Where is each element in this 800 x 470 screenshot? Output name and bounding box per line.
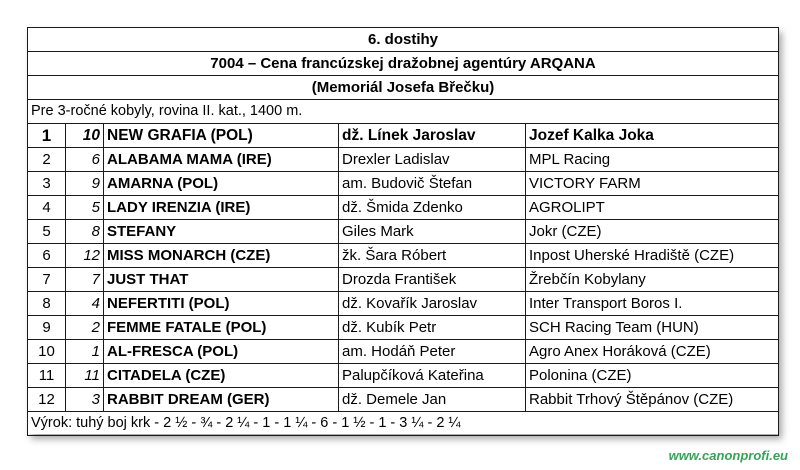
result-row bbox=[28, 388, 779, 412]
placing: 1 bbox=[28, 124, 66, 148]
jockey-name: dž. Kovařík Jaroslav bbox=[339, 292, 526, 316]
race-number-row bbox=[28, 28, 779, 52]
horse-name: CITADELA (CZE) bbox=[104, 364, 339, 388]
horse-number: 9 bbox=[66, 172, 104, 196]
jockey-name: Palupčíková Kateřina bbox=[339, 364, 526, 388]
jockey-name: dž. Šmida Zdenko bbox=[339, 196, 526, 220]
placing: 11 bbox=[28, 364, 66, 388]
owner-name: Jokr (CZE) bbox=[526, 220, 779, 244]
horse-name: MISS MONARCH (CZE) bbox=[104, 244, 339, 268]
horse-name: LADY IRENZIA (IRE) bbox=[104, 196, 339, 220]
jockey-name: Drexler Ladislav bbox=[339, 148, 526, 172]
result-row bbox=[28, 124, 779, 148]
jockey-name: dž. Kubík Petr bbox=[339, 316, 526, 340]
owner-name: Inter Transport Boros I. bbox=[526, 292, 779, 316]
jockey-name: Drozda František bbox=[339, 268, 526, 292]
memorial-row bbox=[28, 76, 779, 100]
result-row bbox=[28, 268, 779, 292]
owner-name: Polonina (CZE) bbox=[526, 364, 779, 388]
horse-name: RABBIT DREAM (GER) bbox=[104, 388, 339, 412]
result-row bbox=[28, 244, 779, 268]
owner-name: Jozef Kalka Joka bbox=[526, 124, 779, 148]
placing: 4 bbox=[28, 196, 66, 220]
placing: 3 bbox=[28, 172, 66, 196]
horse-name: STEFANY bbox=[104, 220, 339, 244]
horse-name: NEFERTITI (POL) bbox=[104, 292, 339, 316]
horse-number: 3 bbox=[66, 388, 104, 412]
race-title-row bbox=[28, 52, 779, 76]
owner-name: Žrebčín Kobylany bbox=[526, 268, 779, 292]
placing: 9 bbox=[28, 316, 66, 340]
horse-number: 1 bbox=[66, 340, 104, 364]
placing: 6 bbox=[28, 244, 66, 268]
footer-row bbox=[28, 412, 779, 436]
race-conditions: Pre 3-ročné kobyly, rovina II. kat., 1400 m. bbox=[28, 100, 779, 124]
owner-name: VICTORY FARM bbox=[526, 172, 779, 196]
horse-name: JUST THAT bbox=[104, 268, 339, 292]
result-row bbox=[28, 316, 779, 340]
horse-number: 11 bbox=[66, 364, 104, 388]
winning-margins: Výrok: tuhý boj krk - 2 ½ - ¾ - 2 ¼ - 1 - 1 ¼ - 6 - 1 ½ - 1 - 3 ¼ - 2 ¼ bbox=[28, 412, 779, 436]
horse-number: 12 bbox=[66, 244, 104, 268]
horse-number: 6 bbox=[66, 148, 104, 172]
jockey-name: žk. Šara Róbert bbox=[339, 244, 526, 268]
horse-number: 7 bbox=[66, 268, 104, 292]
race-title: 7004 – Cena francúzskej dražobnej agentúry ARQANA bbox=[28, 52, 779, 76]
placing: 10 bbox=[28, 340, 66, 364]
owner-name: MPL Racing bbox=[526, 148, 779, 172]
result-row bbox=[28, 220, 779, 244]
watermark: www.canonprofi.eu bbox=[668, 448, 788, 463]
conditions-row bbox=[28, 100, 779, 124]
horse-number: 2 bbox=[66, 316, 104, 340]
memorial-title: (Memoriál Josefa Břečku) bbox=[28, 76, 779, 100]
result-row bbox=[28, 196, 779, 220]
owner-name: Inpost Uherské Hradiště (CZE) bbox=[526, 244, 779, 268]
placing: 12 bbox=[28, 388, 66, 412]
result-row bbox=[28, 292, 779, 316]
horse-name: NEW GRAFIA (POL) bbox=[104, 124, 339, 148]
horse-number: 5 bbox=[66, 196, 104, 220]
horse-name: AL-FRESCA (POL) bbox=[104, 340, 339, 364]
owner-name: SCH Racing Team (HUN) bbox=[526, 316, 779, 340]
placing: 2 bbox=[28, 148, 66, 172]
result-row bbox=[28, 340, 779, 364]
owner-name: Agro Anex Horáková (CZE) bbox=[526, 340, 779, 364]
result-row bbox=[28, 148, 779, 172]
owner-name: AGROLIPT bbox=[526, 196, 779, 220]
result-row bbox=[28, 364, 779, 388]
race-number: 6. dostihy bbox=[28, 28, 779, 52]
race-results-table bbox=[27, 27, 779, 436]
horse-name: FEMME FATALE (POL) bbox=[104, 316, 339, 340]
placing: 5 bbox=[28, 220, 66, 244]
results-sheet bbox=[27, 27, 778, 434]
jockey-name: dž. Línek Jaroslav bbox=[339, 124, 526, 148]
jockey-name: am. Hodáň Peter bbox=[339, 340, 526, 364]
placing: 7 bbox=[28, 268, 66, 292]
horse-number: 10 bbox=[66, 124, 104, 148]
placing: 8 bbox=[28, 292, 66, 316]
jockey-name: am. Budovič Štefan bbox=[339, 172, 526, 196]
horse-number: 8 bbox=[66, 220, 104, 244]
jockey-name: Giles Mark bbox=[339, 220, 526, 244]
horse-name: AMARNA (POL) bbox=[104, 172, 339, 196]
jockey-name: dž. Demele Jan bbox=[339, 388, 526, 412]
horse-number: 4 bbox=[66, 292, 104, 316]
owner-name: Rabbit Trhový Štěpánov (CZE) bbox=[526, 388, 779, 412]
horse-name: ALABAMA MAMA (IRE) bbox=[104, 148, 339, 172]
result-row bbox=[28, 172, 779, 196]
